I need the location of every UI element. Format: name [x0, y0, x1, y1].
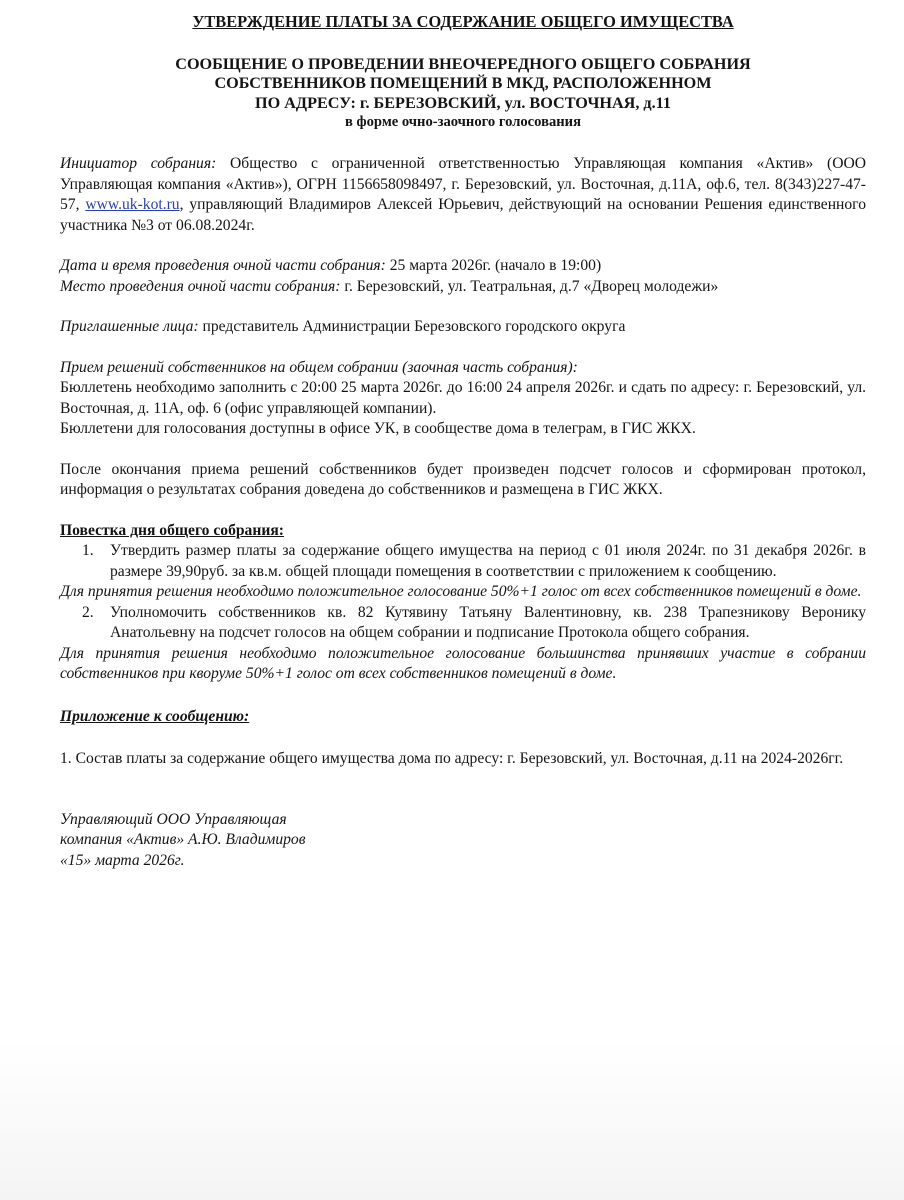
signature-block [60, 810, 866, 872]
reception-ballot-text: Бюллетень необходимо заполнить с 20:00 25 марта 2026г. до 16:00 24 апреля 2026г. и сдать по адресу: г. Березовский, ул. Восточная, д. 11А, оф. 6 (офис управляющей компании). [60, 379, 866, 417]
notice-heading-line-3: ПО АДРЕСУ: г. БЕРЕЗОВСКИЙ, ул. ВОСТОЧНАЯ, д.11 [255, 93, 671, 112]
page-bottom-shade [0, 1040, 904, 1200]
invited-line [60, 317, 866, 338]
agenda-item-note: Для принятия решения необходимо положительное голосование 50%+1 голос от всех собственников помещений в доме. [60, 583, 862, 600]
reception-label: Прием решений собственников на общем собрании (заочная часть собрания): [60, 358, 578, 376]
company-website-link[interactable]: www.uk-kot.ru [85, 196, 180, 213]
appendix-item: 1. Состав платы за содержание общего имущества дома по адресу: г. Березовский, ул. Восточная, д.11 на 2024-2026гг. [60, 750, 844, 767]
meeting-date-label: Дата и время проведения очной части собрания: [60, 257, 386, 274]
notice-heading [60, 55, 866, 114]
agenda-item [82, 603, 866, 644]
invited-value: представитель Администрации Березовского городского округа [198, 318, 626, 335]
meeting-place-label: Место проведения очной части собрания: [60, 277, 341, 295]
agenda-item-number: 1. [82, 542, 94, 559]
reception-section [60, 358, 866, 440]
meeting-place-line [60, 277, 866, 298]
agenda-item-number: 2. [82, 603, 94, 621]
agenda-item-text: Утвердить размер платы за содержание общего имущества на период с 01 июля 2024г. по 31 декабря 2026г. в размере 39,90руб. за кв.м. общей площади помещения в соответствии с приложением к сообщению. [110, 542, 866, 580]
signature-date: «15» марта 2026г. [60, 851, 185, 869]
initiator-text: Общество с ограниченной ответственностью Управляющая компания «Актив» (ООО Управляющая компания «Актив»), ОГРН 1156658098497, г. Березовский, ул. Восточная, д.11А, оф.6, тел. 8(343)227-47-57, [60, 155, 866, 213]
notice-heading-line-1: СООБЩЕНИЕ О ПРОВЕДЕНИИ ВНЕОЧЕРЕДНОГО ОБЩЕГО СОБРАНИЯ [175, 54, 751, 73]
signature-line-1: Управляющий ООО Управляющая [60, 810, 287, 828]
results-paragraph: После окончания приема решений собственников будет произведен подсчет голосов и сформирован протокол, информация о результатах собрания доведена до собственников и размещена в ГИС ЖКХ. [60, 460, 866, 498]
initiator-text-end: , управляющий Владимиров Алексей Юрьевич, действующий на основании Решения единственного участника №3 от 06.08.2024г. [60, 196, 866, 234]
voting-form: в форме очно-заочного голосования [345, 114, 581, 130]
agenda-item [82, 541, 866, 582]
agenda-title: Повестка дня общего собрания: [60, 521, 284, 539]
meeting-place-value: г. Березовский, ул. Театральная, д.7 «Дворец молодежи» [340, 277, 719, 295]
invited-label: Приглашенные лица: [60, 318, 199, 335]
appendix-title: Приложение к сообщению: [60, 707, 250, 725]
reception-ballot-availability: Бюллетени для голосования доступны в офисе УК, в сообществе дома в телеграм, в ГИС ЖКХ. [60, 420, 696, 437]
initiator-paragraph [60, 154, 866, 236]
document-title: УТВЕРЖДЕНИЕ ПЛАТЫ ЗА СОДЕРЖАНИЕ ОБЩЕГО ИМУЩЕСТВА [192, 12, 734, 31]
signature-line-2: компания «Актив» А.Ю. Владимиров [60, 831, 306, 848]
document-content [60, 8, 866, 871]
meeting-date-value: 25 марта 2026г. (начало в 19:00) [385, 257, 602, 274]
agenda-section [60, 521, 866, 685]
notice-heading-line-2: СОБСТВЕННИКОВ ПОМЕЩЕНИЙ В МКД, РАСПОЛОЖЕННОМ [214, 74, 712, 92]
initiator-label: Инициатор собрания: [60, 155, 217, 172]
meeting-date-line [60, 256, 866, 277]
agenda-item-text: Уполномочить собственников кв. 82 Кутявину Татьяну Валентиновну, кв. 238 Трапезникову Веронику Анатольевну на подсчет голосов на общем собрании и подписание Протокола общего собрания. [110, 603, 866, 641]
agenda-item-note: Для принятия решения необходимо положительное голосование большинства принявших участие в собрании собственников при кворуме 50%+1 голос от всех собственников помещений в доме. [60, 644, 866, 682]
